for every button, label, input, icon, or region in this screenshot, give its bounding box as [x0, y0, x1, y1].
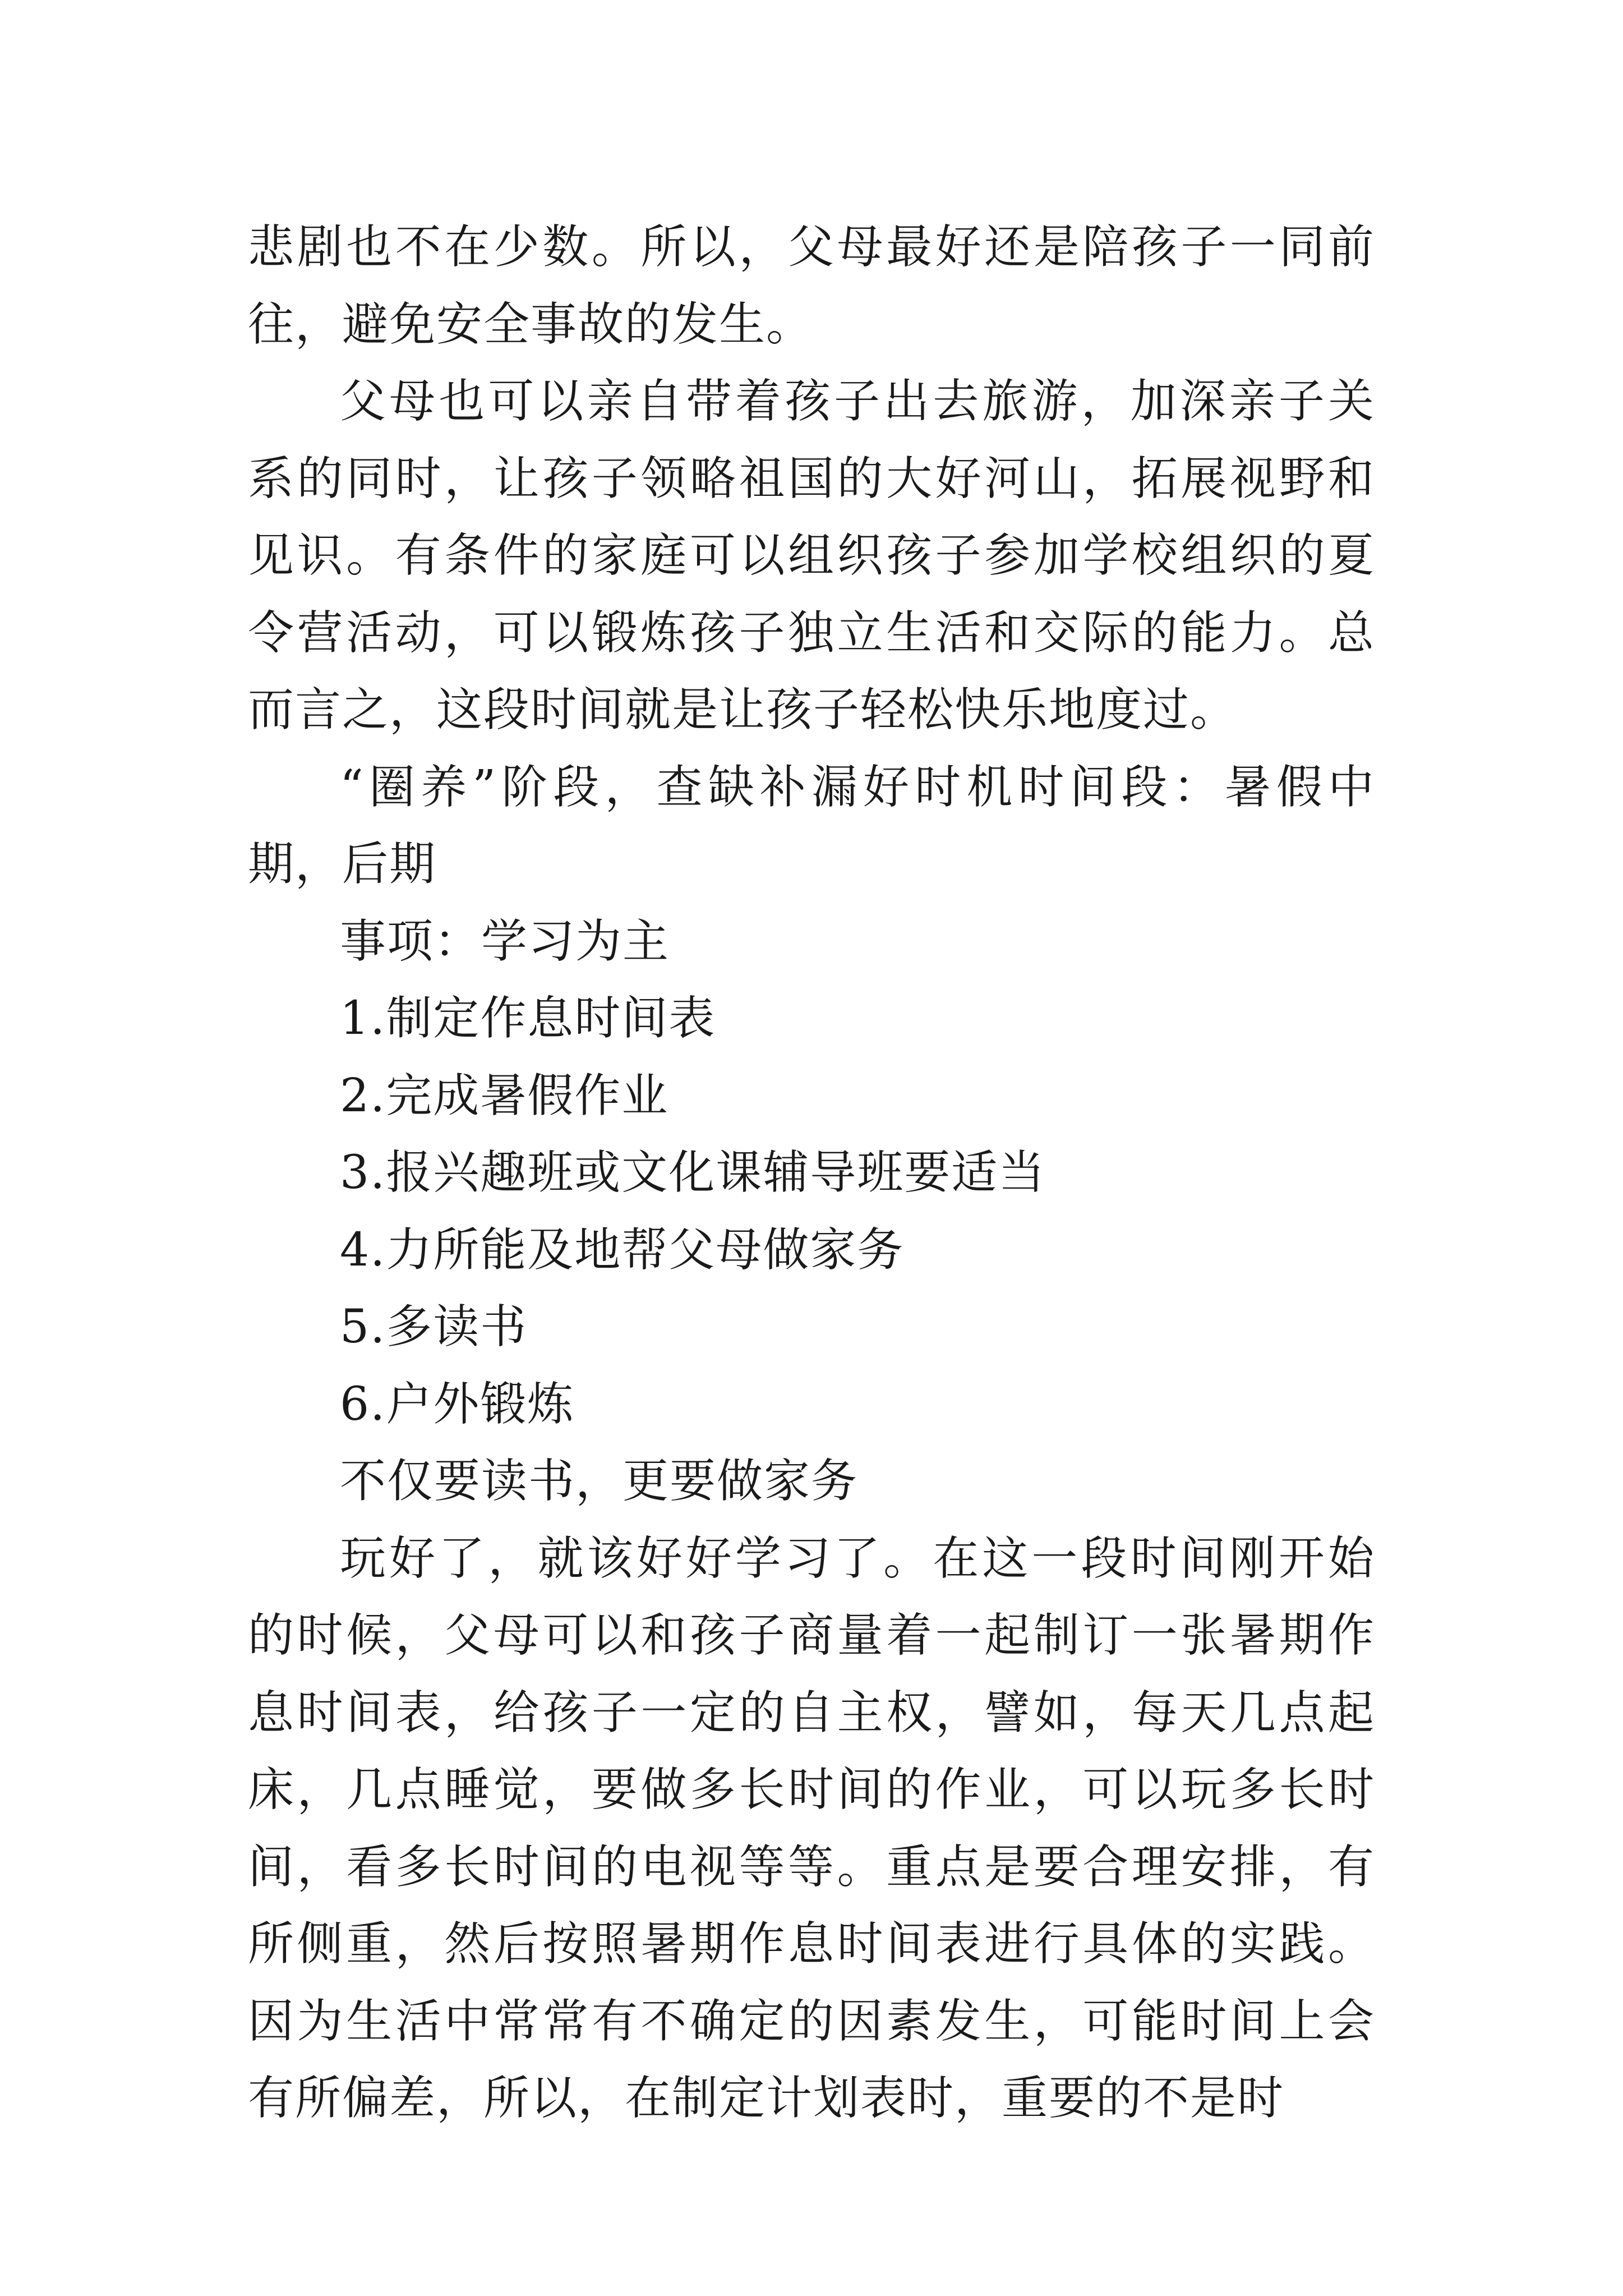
list-item-homework: 2.完成暑假作业 — [340, 1069, 669, 1122]
list-item-reading: 5.多读书 — [340, 1300, 528, 1354]
paragraph-family-travel: 父母也可以亲自带着孩子出去旅游，加深亲子关系的同时，让孩子领略祖国的大好河山，拓展视野和见识。有条件的家庭可以组织孩子参加学校组织的夏令营活动，可以锻炼孩子独立生活和交际的能力。总而言之，这段时间就是让孩子轻松快乐地度过。 — [248, 375, 1375, 737]
matters-heading: 事项：学习为主 — [340, 914, 670, 968]
subheading-reading-housework: 不仅要读书，更要做家务 — [340, 1455, 859, 1508]
paragraph-safety-conclusion: 悲剧也不在少数。所以，父母最好还是陪孩子一同前往，避免安全事故的发生。 — [248, 220, 1375, 351]
list-item-schedule: 1.制定作息时间表 — [340, 992, 716, 1045]
paragraph-study-plan: 玩好了，就该好好学习了。在这一段时间刚开始的时候，父母可以和孩子商量着一起制订一张暑期作息时间表，给孩子一定的自主权，譬如，每天几点起床，几点睡觉，要做多长时间的作业，可以玩多长时间，看多长时间的电视等等。重点是要合理安排，有所侧重，然后按照暑期作息时间表进行具体的实践。因为生活中常常有不确定的因素发生，可能时间上会有所偏差，所以，在制定计划表时，重要的不是时 — [248, 1531, 1375, 2125]
list-item-classes: 3.报兴趣班或文化课辅导班要适当 — [340, 1146, 1046, 1199]
section-heading-study-phase: “圈养”阶段，查缺补漏好时机时间段：暑假中期，后期 — [248, 760, 1375, 891]
list-item-exercise: 6.户外锻炼 — [340, 1377, 575, 1431]
list-item-housework: 4.力所能及地帮父母做家务 — [340, 1223, 905, 1277]
document-body — [248, 209, 1375, 2137]
